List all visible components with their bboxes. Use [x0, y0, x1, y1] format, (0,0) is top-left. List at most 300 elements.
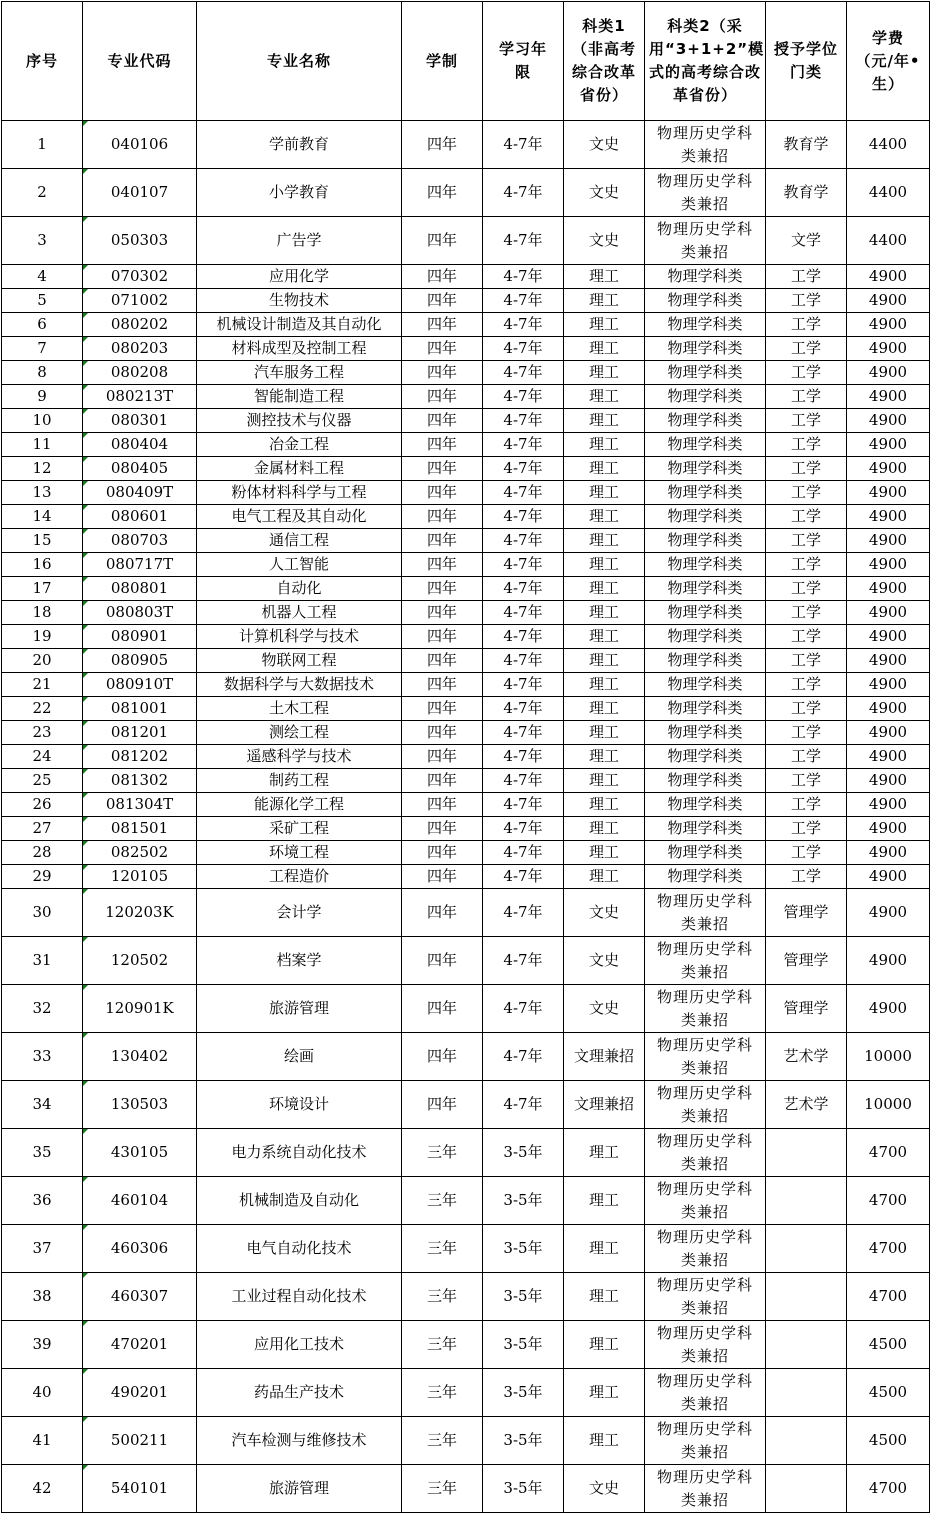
- cell-cat2: 物理历史学科类兼招: [645, 1033, 766, 1081]
- cell-fee: 4900: [847, 721, 930, 745]
- table-row: [2, 697, 930, 721]
- cell-cat1: 理工: [564, 529, 645, 553]
- table-row: [2, 1321, 930, 1369]
- cell-degree: 工学: [766, 457, 847, 481]
- cell-code: 120105: [83, 865, 197, 889]
- header-cat1: 科类1（非高考综合改革省份）: [564, 2, 645, 121]
- cell-system: 三年: [402, 1177, 483, 1225]
- table-row: [2, 1177, 930, 1225]
- table-row: [2, 769, 930, 793]
- cell-years: 4-7年: [483, 433, 564, 457]
- cell-cat1: 文史: [564, 985, 645, 1033]
- table-row: [2, 481, 930, 505]
- cell-code: 080405: [83, 457, 197, 481]
- table-row: [2, 985, 930, 1033]
- cell-cat2: 物理学科类: [645, 625, 766, 649]
- cell-cat2: 物理历史学科类兼招: [645, 1273, 766, 1321]
- cell-years: 3-5年: [483, 1465, 564, 1513]
- table-row: [2, 1369, 930, 1417]
- cell-code: 470201: [83, 1321, 197, 1369]
- cell-fee: 4900: [847, 577, 930, 601]
- cell-system: 四年: [402, 841, 483, 865]
- cell-cat2: 物理学科类: [645, 505, 766, 529]
- cell-degree: 文学: [766, 217, 847, 265]
- cell-name: 智能制造工程: [197, 385, 402, 409]
- cell-cat2: 物理学科类: [645, 289, 766, 313]
- table-row: [2, 625, 930, 649]
- cell-cat2: 物理学科类: [645, 481, 766, 505]
- cell-cat1: 理工: [564, 1177, 645, 1225]
- cell-fee: 4900: [847, 745, 930, 769]
- cell-code: 071002: [83, 289, 197, 313]
- cell-code: 080203: [83, 337, 197, 361]
- cell-degree: 工学: [766, 841, 847, 865]
- cell-code: 080213T: [83, 385, 197, 409]
- table-row: [2, 601, 930, 625]
- cell-system: 四年: [402, 601, 483, 625]
- cell-seq: 20: [2, 649, 83, 673]
- cell-cat1: 文史: [564, 169, 645, 217]
- cell-years: 4-7年: [483, 625, 564, 649]
- cell-cat1: 理工: [564, 817, 645, 841]
- cell-code: 081001: [83, 697, 197, 721]
- table-row: [2, 289, 930, 313]
- cell-cat2: 物理学科类: [645, 745, 766, 769]
- cell-seq: 19: [2, 625, 83, 649]
- cell-name: 旅游管理: [197, 985, 402, 1033]
- cell-degree: [766, 1273, 847, 1321]
- cell-cat2: 物理学科类: [645, 337, 766, 361]
- cell-seq: 35: [2, 1129, 83, 1177]
- cell-fee: 4500: [847, 1369, 930, 1417]
- cell-name: 电力系统自动化技术: [197, 1129, 402, 1177]
- cell-seq: 42: [2, 1465, 83, 1513]
- cell-name: 汽车检测与维修技术: [197, 1417, 402, 1465]
- cell-code: 080901: [83, 625, 197, 649]
- cell-cat2: 物理学科类: [645, 697, 766, 721]
- cell-seq: 16: [2, 553, 83, 577]
- cell-system: 四年: [402, 409, 483, 433]
- cell-system: 四年: [402, 769, 483, 793]
- cell-cat2: 物理历史学科类兼招: [645, 889, 766, 937]
- cell-name: 测控技术与仪器: [197, 409, 402, 433]
- cell-code: 080910T: [83, 673, 197, 697]
- cell-fee: 4900: [847, 601, 930, 625]
- cell-fee: 4400: [847, 169, 930, 217]
- cell-cat1: 理工: [564, 505, 645, 529]
- cell-fee: 4700: [847, 1225, 930, 1273]
- cell-seq: 30: [2, 889, 83, 937]
- cell-seq: 32: [2, 985, 83, 1033]
- cell-code: 081304T: [83, 793, 197, 817]
- cell-code: 081501: [83, 817, 197, 841]
- cell-seq: 18: [2, 601, 83, 625]
- table-row: [2, 457, 930, 481]
- cell-seq: 24: [2, 745, 83, 769]
- cell-cat2: 物理学科类: [645, 649, 766, 673]
- cell-seq: 26: [2, 793, 83, 817]
- cell-cat2: 物理学科类: [645, 721, 766, 745]
- table-row: [2, 337, 930, 361]
- cell-name: 土木工程: [197, 697, 402, 721]
- cell-fee: 4700: [847, 1273, 930, 1321]
- cell-code: 080601: [83, 505, 197, 529]
- cell-cat1: 理工: [564, 1225, 645, 1273]
- cell-fee: 4900: [847, 937, 930, 985]
- cell-code: 080202: [83, 313, 197, 337]
- cell-degree: 工学: [766, 745, 847, 769]
- cell-years: 4-7年: [483, 937, 564, 985]
- cell-name: 应用化学: [197, 265, 402, 289]
- cell-years: 4-7年: [483, 721, 564, 745]
- cell-system: 四年: [402, 457, 483, 481]
- cell-fee: 4400: [847, 121, 930, 169]
- cell-name: 能源化学工程: [197, 793, 402, 817]
- table-row: [2, 721, 930, 745]
- cell-years: 3-5年: [483, 1273, 564, 1321]
- cell-seq: 1: [2, 121, 83, 169]
- cell-code: 540101: [83, 1465, 197, 1513]
- cell-degree: 工学: [766, 673, 847, 697]
- cell-code: 080404: [83, 433, 197, 457]
- cell-years: 4-7年: [483, 505, 564, 529]
- cell-code: 430105: [83, 1129, 197, 1177]
- cell-name: 环境工程: [197, 841, 402, 865]
- cell-years: 3-5年: [483, 1129, 564, 1177]
- cell-cat2: 物理历史学科类兼招: [645, 1417, 766, 1465]
- header-seq: 序号: [2, 2, 83, 121]
- cell-degree: 工学: [766, 649, 847, 673]
- cell-system: 四年: [402, 865, 483, 889]
- cell-name: 工程造价: [197, 865, 402, 889]
- cell-code: 080803T: [83, 601, 197, 625]
- cell-seq: 21: [2, 673, 83, 697]
- cell-seq: 27: [2, 817, 83, 841]
- cell-cat2: 物理历史学科类兼招: [645, 937, 766, 985]
- cell-cat2: 物理学科类: [645, 577, 766, 601]
- cell-seq: 31: [2, 937, 83, 985]
- table-row: [2, 1081, 930, 1129]
- cell-system: 四年: [402, 721, 483, 745]
- table-row: [2, 217, 930, 265]
- cell-years: 4-7年: [483, 697, 564, 721]
- cell-degree: 工学: [766, 313, 847, 337]
- cell-seq: 11: [2, 433, 83, 457]
- table-row: [2, 673, 930, 697]
- cell-fee: 4900: [847, 625, 930, 649]
- cell-cat2: 物理历史学科类兼招: [645, 169, 766, 217]
- cell-fee: 4900: [847, 481, 930, 505]
- cell-name: 电气自动化技术: [197, 1225, 402, 1273]
- header-row: [2, 2, 930, 121]
- cell-fee: 4900: [847, 505, 930, 529]
- cell-degree: 管理学: [766, 937, 847, 985]
- cell-cat1: 理工: [564, 649, 645, 673]
- cell-degree: 工学: [766, 625, 847, 649]
- cell-system: 四年: [402, 625, 483, 649]
- cell-years: 4-7年: [483, 553, 564, 577]
- cell-system: 四年: [402, 505, 483, 529]
- cell-years: 4-7年: [483, 889, 564, 937]
- cell-cat1: 理工: [564, 337, 645, 361]
- cell-fee: 4900: [847, 889, 930, 937]
- cell-years: 4-7年: [483, 865, 564, 889]
- cell-fee: 4900: [847, 337, 930, 361]
- cell-name: 物联网工程: [197, 649, 402, 673]
- cell-degree: 工学: [766, 577, 847, 601]
- cell-degree: 工学: [766, 769, 847, 793]
- cell-seq: 3: [2, 217, 83, 265]
- cell-years: 4-7年: [483, 577, 564, 601]
- cell-code: 500211: [83, 1417, 197, 1465]
- cell-degree: 教育学: [766, 121, 847, 169]
- cell-degree: 艺术学: [766, 1033, 847, 1081]
- cell-name: 人工智能: [197, 553, 402, 577]
- cell-cat1: 文史: [564, 1465, 645, 1513]
- cell-seq: 12: [2, 457, 83, 481]
- table-row: [2, 841, 930, 865]
- cell-system: 四年: [402, 553, 483, 577]
- cell-years: 4-7年: [483, 265, 564, 289]
- cell-system: 三年: [402, 1321, 483, 1369]
- cell-name: 冶金工程: [197, 433, 402, 457]
- table-row: [2, 793, 930, 817]
- cell-years: 3-5年: [483, 1177, 564, 1225]
- cell-cat2: 物理历史学科类兼招: [645, 1177, 766, 1225]
- cell-cat2: 物理学科类: [645, 457, 766, 481]
- cell-seq: 2: [2, 169, 83, 217]
- cell-code: 080409T: [83, 481, 197, 505]
- cell-code: 120203K: [83, 889, 197, 937]
- cell-fee: 4900: [847, 673, 930, 697]
- cell-name: 学前教育: [197, 121, 402, 169]
- cell-code: 080905: [83, 649, 197, 673]
- cell-fee: 4900: [847, 289, 930, 313]
- cell-system: 三年: [402, 1129, 483, 1177]
- cell-cat2: 物理学科类: [645, 385, 766, 409]
- cell-seq: 40: [2, 1369, 83, 1417]
- table-body: [2, 121, 930, 1513]
- cell-cat2: 物理学科类: [645, 865, 766, 889]
- cell-fee: 4900: [847, 865, 930, 889]
- cell-name: 机械设计制造及其自动化: [197, 313, 402, 337]
- cell-system: 三年: [402, 1465, 483, 1513]
- cell-cat1: 理工: [564, 553, 645, 577]
- cell-cat2: 物理学科类: [645, 841, 766, 865]
- cell-cat2: 物理学科类: [645, 361, 766, 385]
- header-system: 学制: [402, 2, 483, 121]
- cell-degree: 工学: [766, 385, 847, 409]
- cell-system: 四年: [402, 1033, 483, 1081]
- cell-cat1: 理工: [564, 697, 645, 721]
- cell-fee: 4900: [847, 649, 930, 673]
- cell-years: 4-7年: [483, 409, 564, 433]
- cell-cat1: 理工: [564, 601, 645, 625]
- cell-name: 工业过程自动化技术: [197, 1273, 402, 1321]
- cell-code: 080801: [83, 577, 197, 601]
- cell-system: 四年: [402, 985, 483, 1033]
- cell-system: 四年: [402, 433, 483, 457]
- cell-years: 4-7年: [483, 649, 564, 673]
- cell-name: 药品生产技术: [197, 1369, 402, 1417]
- cell-name: 数据科学与大数据技术: [197, 673, 402, 697]
- cell-years: 4-7年: [483, 793, 564, 817]
- table-row: [2, 385, 930, 409]
- cell-code: 081302: [83, 769, 197, 793]
- header-fee: 学费（元/年•生）: [847, 2, 930, 121]
- cell-seq: 7: [2, 337, 83, 361]
- cell-years: 3-5年: [483, 1225, 564, 1273]
- cell-code: 130402: [83, 1033, 197, 1081]
- cell-fee: 4900: [847, 313, 930, 337]
- cell-code: 050303: [83, 217, 197, 265]
- cell-fee: 4400: [847, 217, 930, 265]
- cell-name: 自动化: [197, 577, 402, 601]
- table-row: [2, 409, 930, 433]
- cell-years: 4-7年: [483, 121, 564, 169]
- cell-fee: 4900: [847, 457, 930, 481]
- cell-seq: 6: [2, 313, 83, 337]
- cell-cat1: 理工: [564, 793, 645, 817]
- majors-table: [1, 1, 930, 1513]
- cell-cat2: 物理学科类: [645, 769, 766, 793]
- cell-years: 4-7年: [483, 337, 564, 361]
- cell-cat1: 理工: [564, 721, 645, 745]
- cell-name: 测绘工程: [197, 721, 402, 745]
- table-row: [2, 361, 930, 385]
- cell-name: 生物技术: [197, 289, 402, 313]
- table-row: [2, 817, 930, 841]
- cell-fee: 4900: [847, 529, 930, 553]
- cell-name: 机器人工程: [197, 601, 402, 625]
- cell-seq: 36: [2, 1177, 83, 1225]
- cell-code: 080703: [83, 529, 197, 553]
- cell-cat2: 物理学科类: [645, 553, 766, 577]
- cell-cat2: 物理历史学科类兼招: [645, 985, 766, 1033]
- header-cat2: 科类2（采用“3+1+2”模式的高考综合改革省份）: [645, 2, 766, 121]
- cell-years: 4-7年: [483, 601, 564, 625]
- cell-fee: 4500: [847, 1321, 930, 1369]
- cell-seq: 14: [2, 505, 83, 529]
- cell-seq: 38: [2, 1273, 83, 1321]
- cell-years: 3-5年: [483, 1369, 564, 1417]
- header-code: 专业代码: [83, 2, 197, 121]
- cell-seq: 8: [2, 361, 83, 385]
- cell-degree: 工学: [766, 553, 847, 577]
- cell-system: 四年: [402, 793, 483, 817]
- cell-fee: 4900: [847, 361, 930, 385]
- cell-degree: 工学: [766, 265, 847, 289]
- cell-cat1: 理工: [564, 361, 645, 385]
- cell-system: 四年: [402, 481, 483, 505]
- cell-cat2: 物理学科类: [645, 601, 766, 625]
- table-row: [2, 1465, 930, 1513]
- table-row: [2, 937, 930, 985]
- cell-years: 4-7年: [483, 769, 564, 793]
- cell-code: 120901K: [83, 985, 197, 1033]
- cell-years: 4-7年: [483, 529, 564, 553]
- cell-code: 082502: [83, 841, 197, 865]
- cell-code: 490201: [83, 1369, 197, 1417]
- cell-system: 四年: [402, 649, 483, 673]
- cell-degree: [766, 1129, 847, 1177]
- cell-years: 4-7年: [483, 841, 564, 865]
- cell-degree: [766, 1321, 847, 1369]
- table-row: [2, 1417, 930, 1465]
- cell-seq: 22: [2, 697, 83, 721]
- cell-code: 040106: [83, 121, 197, 169]
- cell-system: 四年: [402, 361, 483, 385]
- cell-name: 粉体材料科学与工程: [197, 481, 402, 505]
- cell-fee: 4900: [847, 793, 930, 817]
- cell-system: 四年: [402, 337, 483, 361]
- cell-degree: 工学: [766, 865, 847, 889]
- cell-seq: 15: [2, 529, 83, 553]
- cell-name: 机械制造及自动化: [197, 1177, 402, 1225]
- cell-years: 4-7年: [483, 817, 564, 841]
- cell-fee: 4900: [847, 985, 930, 1033]
- table-row: [2, 169, 930, 217]
- cell-cat2: 物理学科类: [645, 409, 766, 433]
- cell-system: 四年: [402, 937, 483, 985]
- cell-system: 三年: [402, 1417, 483, 1465]
- cell-code: 070302: [83, 265, 197, 289]
- cell-degree: 工学: [766, 817, 847, 841]
- cell-years: 4-7年: [483, 481, 564, 505]
- cell-degree: 工学: [766, 505, 847, 529]
- cell-degree: [766, 1465, 847, 1513]
- cell-name: 汽车服务工程: [197, 361, 402, 385]
- cell-fee: 4700: [847, 1129, 930, 1177]
- cell-system: 四年: [402, 697, 483, 721]
- cell-seq: 33: [2, 1033, 83, 1081]
- cell-cat1: 理工: [564, 745, 645, 769]
- cell-degree: 工学: [766, 337, 847, 361]
- cell-cat2: 物理历史学科类兼招: [645, 121, 766, 169]
- table-row: [2, 649, 930, 673]
- cell-cat1: 理工: [564, 1417, 645, 1465]
- cell-seq: 28: [2, 841, 83, 865]
- header-name: 专业名称: [197, 2, 402, 121]
- cell-years: 4-7年: [483, 1081, 564, 1129]
- cell-cat2: 物理历史学科类兼招: [645, 1081, 766, 1129]
- cell-name: 采矿工程: [197, 817, 402, 841]
- cell-name: 材料成型及控制工程: [197, 337, 402, 361]
- cell-code: 460104: [83, 1177, 197, 1225]
- table-row: [2, 1033, 930, 1081]
- cell-system: 四年: [402, 577, 483, 601]
- cell-fee: 4900: [847, 433, 930, 457]
- cell-fee: 4900: [847, 769, 930, 793]
- table-row: [2, 553, 930, 577]
- table-row: [2, 577, 930, 601]
- cell-system: 四年: [402, 673, 483, 697]
- cell-fee: 4900: [847, 841, 930, 865]
- cell-seq: 23: [2, 721, 83, 745]
- cell-years: 4-7年: [483, 673, 564, 697]
- cell-seq: 37: [2, 1225, 83, 1273]
- cell-name: 档案学: [197, 937, 402, 985]
- cell-cat1: 理工: [564, 265, 645, 289]
- table-row: [2, 745, 930, 769]
- cell-cat2: 物理学科类: [645, 817, 766, 841]
- cell-system: 四年: [402, 1081, 483, 1129]
- cell-seq: 4: [2, 265, 83, 289]
- cell-code: 120502: [83, 937, 197, 985]
- cell-cat1: 文史: [564, 889, 645, 937]
- cell-years: 4-7年: [483, 169, 564, 217]
- cell-seq: 41: [2, 1417, 83, 1465]
